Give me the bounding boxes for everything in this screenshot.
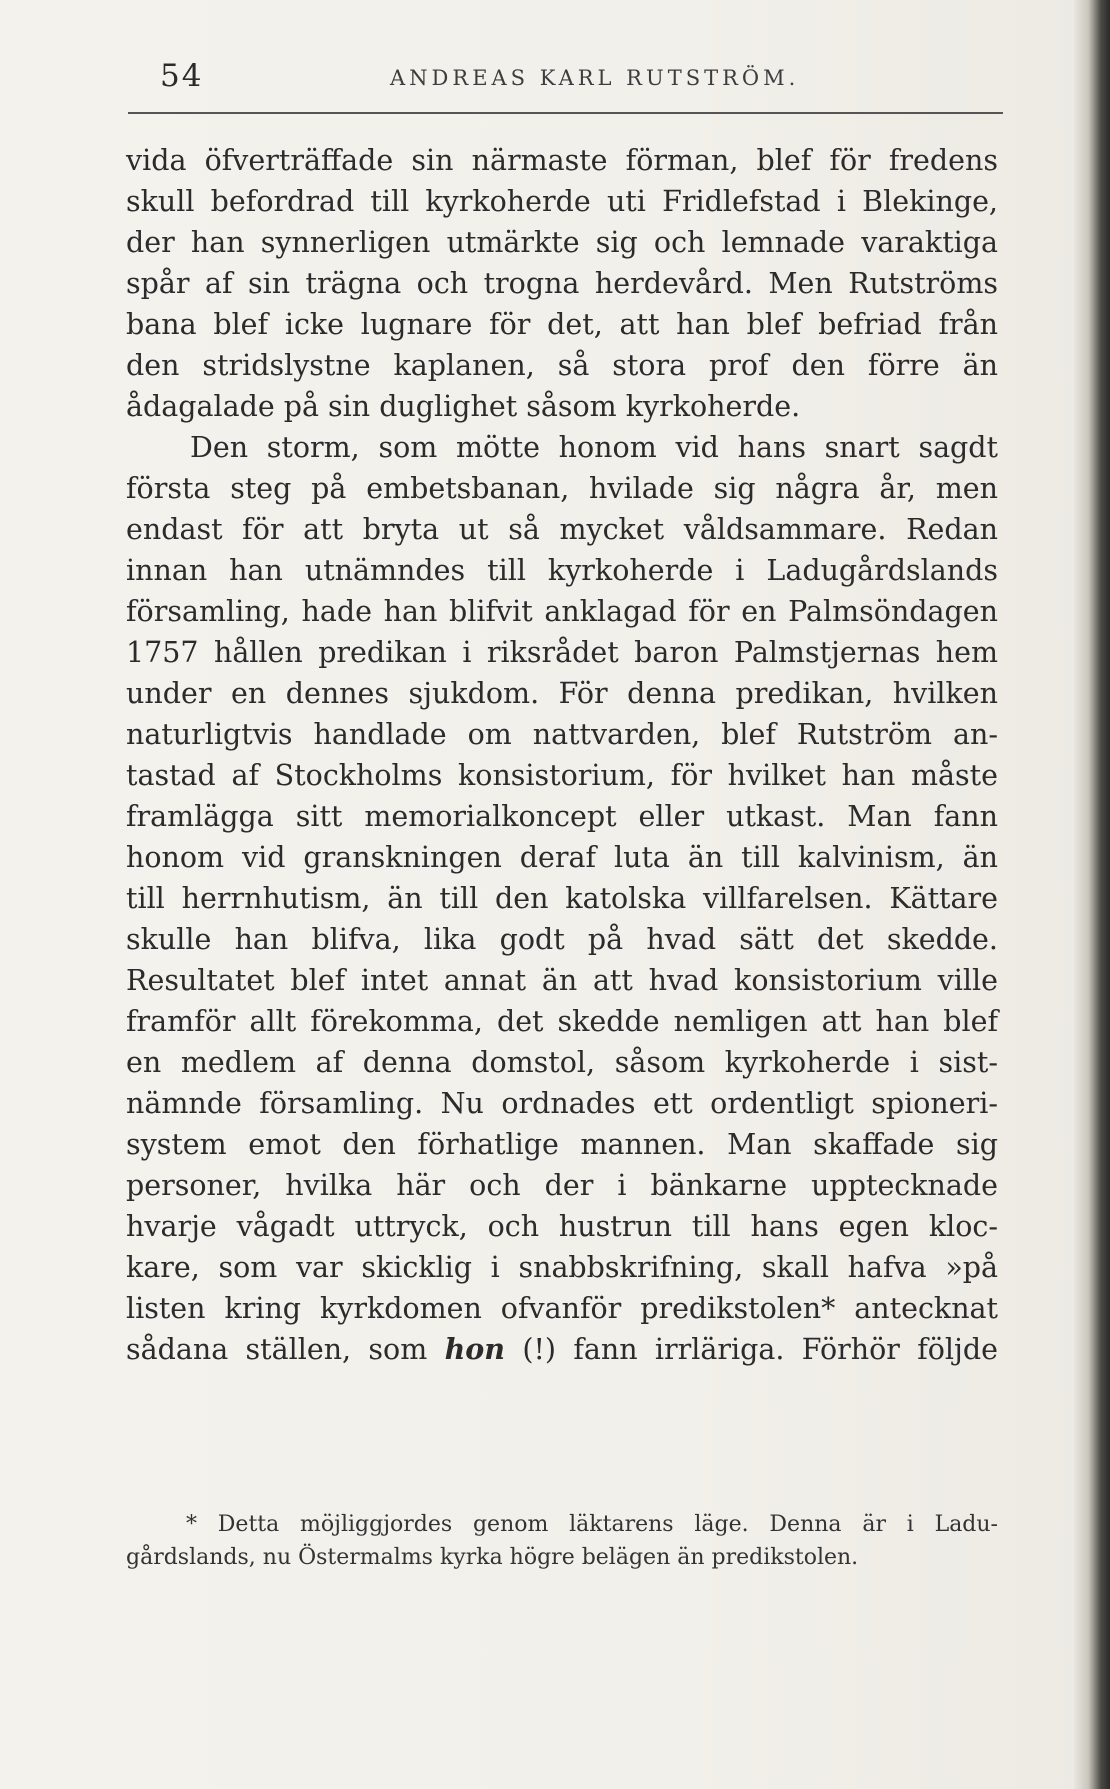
text-line: hvarje vågadt uttryck, och hustrun till hans egen kloc- xyxy=(126,1210,998,1243)
text-line: första steg på embetsbanan, hvilade sig några år, men xyxy=(126,472,998,505)
text-line: der han synnerligen utmärkte sig och lemnade varaktiga xyxy=(126,226,998,259)
text-line: Den storm, som mötte honom vid hans snart sagdt xyxy=(190,431,998,464)
text-line: ådagalade på sin duglighet såsom kyrkoherde. xyxy=(126,390,801,423)
text-line: församling, hade han blifvit anklagad för en Palmsöndagen xyxy=(126,595,998,628)
text-line: till herrnhutism, än till den katolska villfarelsen. Kättare xyxy=(126,882,998,915)
text-line: system emot den förhatlige mannen. Man skaffade sig xyxy=(126,1128,998,1161)
footnote xyxy=(126,1508,998,1574)
text-line: framför allt förekomma, det skedde nemligen att han blef xyxy=(126,1005,998,1038)
last-line-pre: sådana ställen, som xyxy=(126,1333,445,1366)
body-text xyxy=(126,140,998,1370)
book-spine-edge xyxy=(1074,0,1110,1789)
last-line-post: (!) fann irrläriga. Förhör följde xyxy=(505,1333,998,1366)
text-line-last xyxy=(126,1329,998,1370)
text-line: naturligtvis handlade om nattvarden, blef Rutström an- xyxy=(126,718,998,751)
footnote-line: * Detta möjliggjordes genom läktarens läge. Denna är i Ladu- xyxy=(186,1512,998,1537)
text-line: vida öfverträffade sin närmaste förman, blef för fredens xyxy=(126,144,998,177)
text-line: bana blef icke lugnare för det, att han blef befriad från xyxy=(126,308,998,341)
text-line: kare, som var skicklig i snabbskrifning, skall hafva »på xyxy=(126,1251,998,1284)
text-line: en medlem af denna domstol, såsom kyrkoherde i sist- xyxy=(126,1046,998,1079)
text-line: nämnde församling. Nu ordnades ett ordentligt spioneri- xyxy=(126,1087,998,1120)
text-line: spår af sin trägna och trogna herdevård. Men Rutströms xyxy=(126,267,998,300)
text-line: den stridslystne kaplanen, så stora prof den förre än xyxy=(126,349,998,382)
running-head: ANDREAS KARL RUTSTRÖM. xyxy=(390,66,800,90)
text-line: skulle han blifva, lika godt på hvad sätt det skedde. xyxy=(126,923,998,956)
text-line: listen kring kyrkdomen ofvanför predikstolen* antecknat xyxy=(126,1292,998,1325)
page-header xyxy=(160,58,1010,98)
header-rule xyxy=(128,112,1003,114)
emphasized-word: hon xyxy=(444,1332,506,1366)
text-line: tastad af Stockholms konsistorium, för hvilket han måste xyxy=(126,759,998,792)
text-line: skull befordrad till kyrkoherde uti Fridlefstad i Blekinge, xyxy=(126,185,998,218)
text-line: 1757 hållen predikan i riksrådet baron Palmstjernas hem xyxy=(126,636,998,669)
text-line: honom vid granskningen deraf luta än till kalvinism, än xyxy=(126,841,998,874)
text-line: endast för att bryta ut så mycket våldsammare. Redan xyxy=(126,513,998,546)
text-line: framlägga sitt memorialkoncept eller utkast. Man fann xyxy=(126,800,998,833)
text-line: personer, hvilka här och der i bänkarne upptecknade xyxy=(126,1169,998,1202)
text-line: innan han utnämndes till kyrkoherde i Ladugårdslands xyxy=(126,554,998,587)
text-line: Resultatet blef intet annat än att hvad konsistorium ville xyxy=(126,964,998,997)
footnote-line: gårdslands, nu Östermalms kyrka högre belägen än predikstolen. xyxy=(126,1545,859,1570)
text-line: under en dennes sjukdom. För denna predikan, hvilken xyxy=(126,677,998,710)
page-number: 54 xyxy=(160,58,204,94)
